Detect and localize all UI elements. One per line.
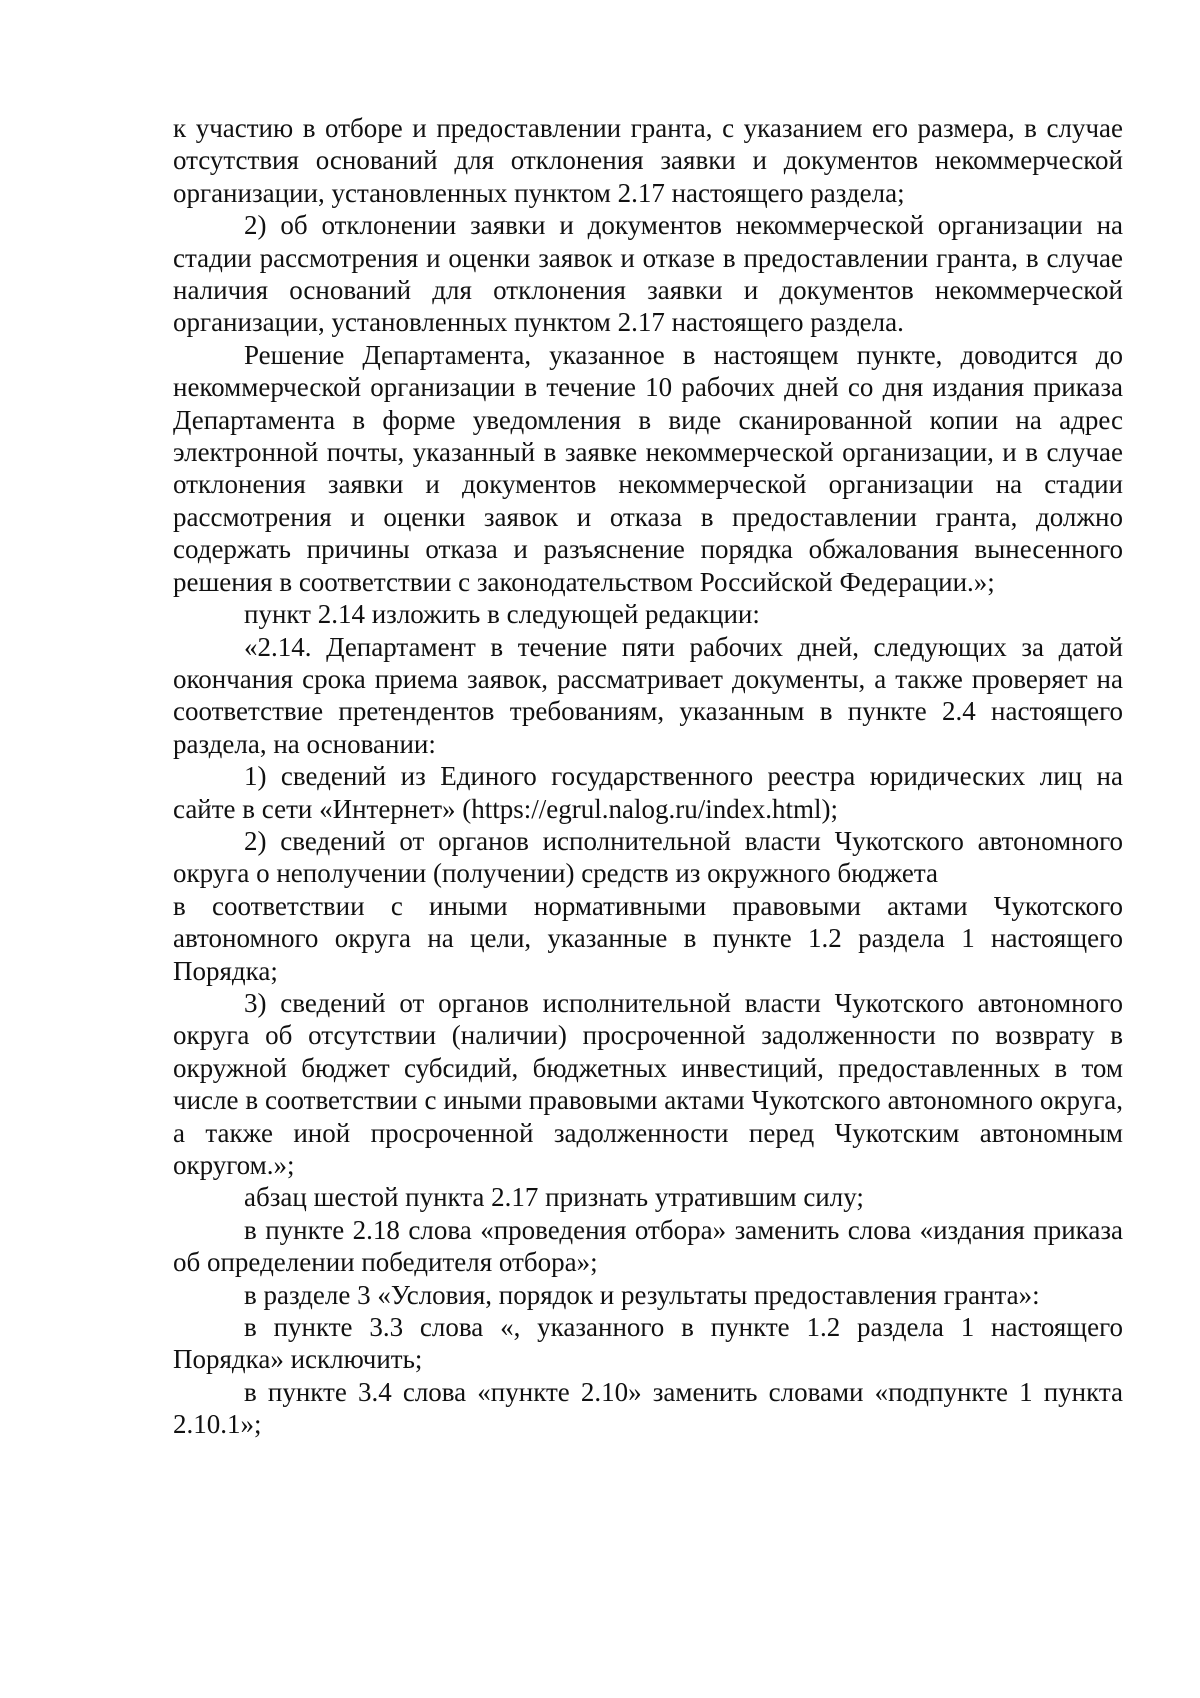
paragraph-4: пункт 2.14 изложить в следующей редакции:: [244, 599, 760, 630]
paragraph-6: 1) сведений из Единого государственного реестра юридических лиц на сайте в сети «Интернет» (https://egrul.nalog.ru/index.html);: [173, 761, 1123, 824]
paragraph-10: абзац шестой пункта 2.17 признать утратившим силу;: [244, 1182, 864, 1213]
paragraph-11: в пункте 2.18 слова «проведения отбора» заменить слова «издания приказа об определении победителя отбора»;: [173, 1214, 1123, 1278]
paragraph-1: к участию в отборе и предоставлении гранта, с указанием его размера, в случае отсутствия оснований для отклонения заявки и документов некоммерческой организации, установленных пунктом 2.17 настоящего раздела;: [173, 113, 1123, 208]
paragraph-9: 3) сведений от органов исполнительной власти Чукотского автономного округа об отсутствии (наличии) просроченной задолженности по возврату в окружной бюджет субсидий, бюджетных инвестиций, предоставленных в том числе в соответствии с иными правовыми актами Чукотского автономного округа, а также иной просроченной задолженности перед Чукотским автономным округом.»;: [173, 987, 1123, 1180]
paragraph-13: в пункте 3.3 слова «, указанного в пункте 1.2 раздела 1 настоящего Порядка» исключить;: [173, 1312, 1123, 1375]
paragraph-2: 2) об отклонении заявки и документов некоммерческой организации на стадии рассмотрения и оценки заявок и отказе в предоставлении гранта, в случае наличия оснований для отклонения заявки и документов некоммерческой организации, установленных пунктом 2.17 настоящего раздела.: [173, 210, 1123, 338]
paragraph-12: в разделе 3 «Условия, порядок и результаты предоставления гранта»:: [244, 1279, 1040, 1310]
paragraph-8: в соответствии с иными нормативными правовыми актами Чукотского автономного округа на цели, указанные в пункте 1.2 раздела 1 настоящего Порядка;: [173, 890, 1123, 986]
document-body: [173, 112, 1123, 1441]
paragraph-3: Решение Департамента, указанное в настоящем пункте, доводится до некоммерческой организации в течение 10 рабочих дней со дня издания приказа Департамента в форме уведомления в виде сканированной копии на адрес электронной почты, указанный в заявке некоммерческой организации, и в случае отклонения заявки и документов некоммерческой организации на стадии рассмотрения и оценки заявок и отказа в предоставлении гранта, должно содержать причины отказа и разъяснение порядка обжалования вынесенного решения в соответствии с законодательством Российской Федерации.»;: [173, 339, 1123, 597]
paragraph-14: в пункте 3.4 слова «пункте 2.10» заменить словами «подпункте 1 пункта 2.10.1»;: [173, 1376, 1123, 1440]
paragraph-5: «2.14. Департамент в течение пяти рабочих дней, следующих за датой окончания срока приема заявок, рассматривает документы, а также проверяет на соответствие претендентов требованиям, указанным в пункте 2.4 настоящего раздела, на основании:: [173, 631, 1123, 759]
paragraph-7: 2) сведений от органов исполнительной власти Чукотского автономного округа о неполучении (получении) средств из окружного бюджета: [173, 825, 1123, 889]
